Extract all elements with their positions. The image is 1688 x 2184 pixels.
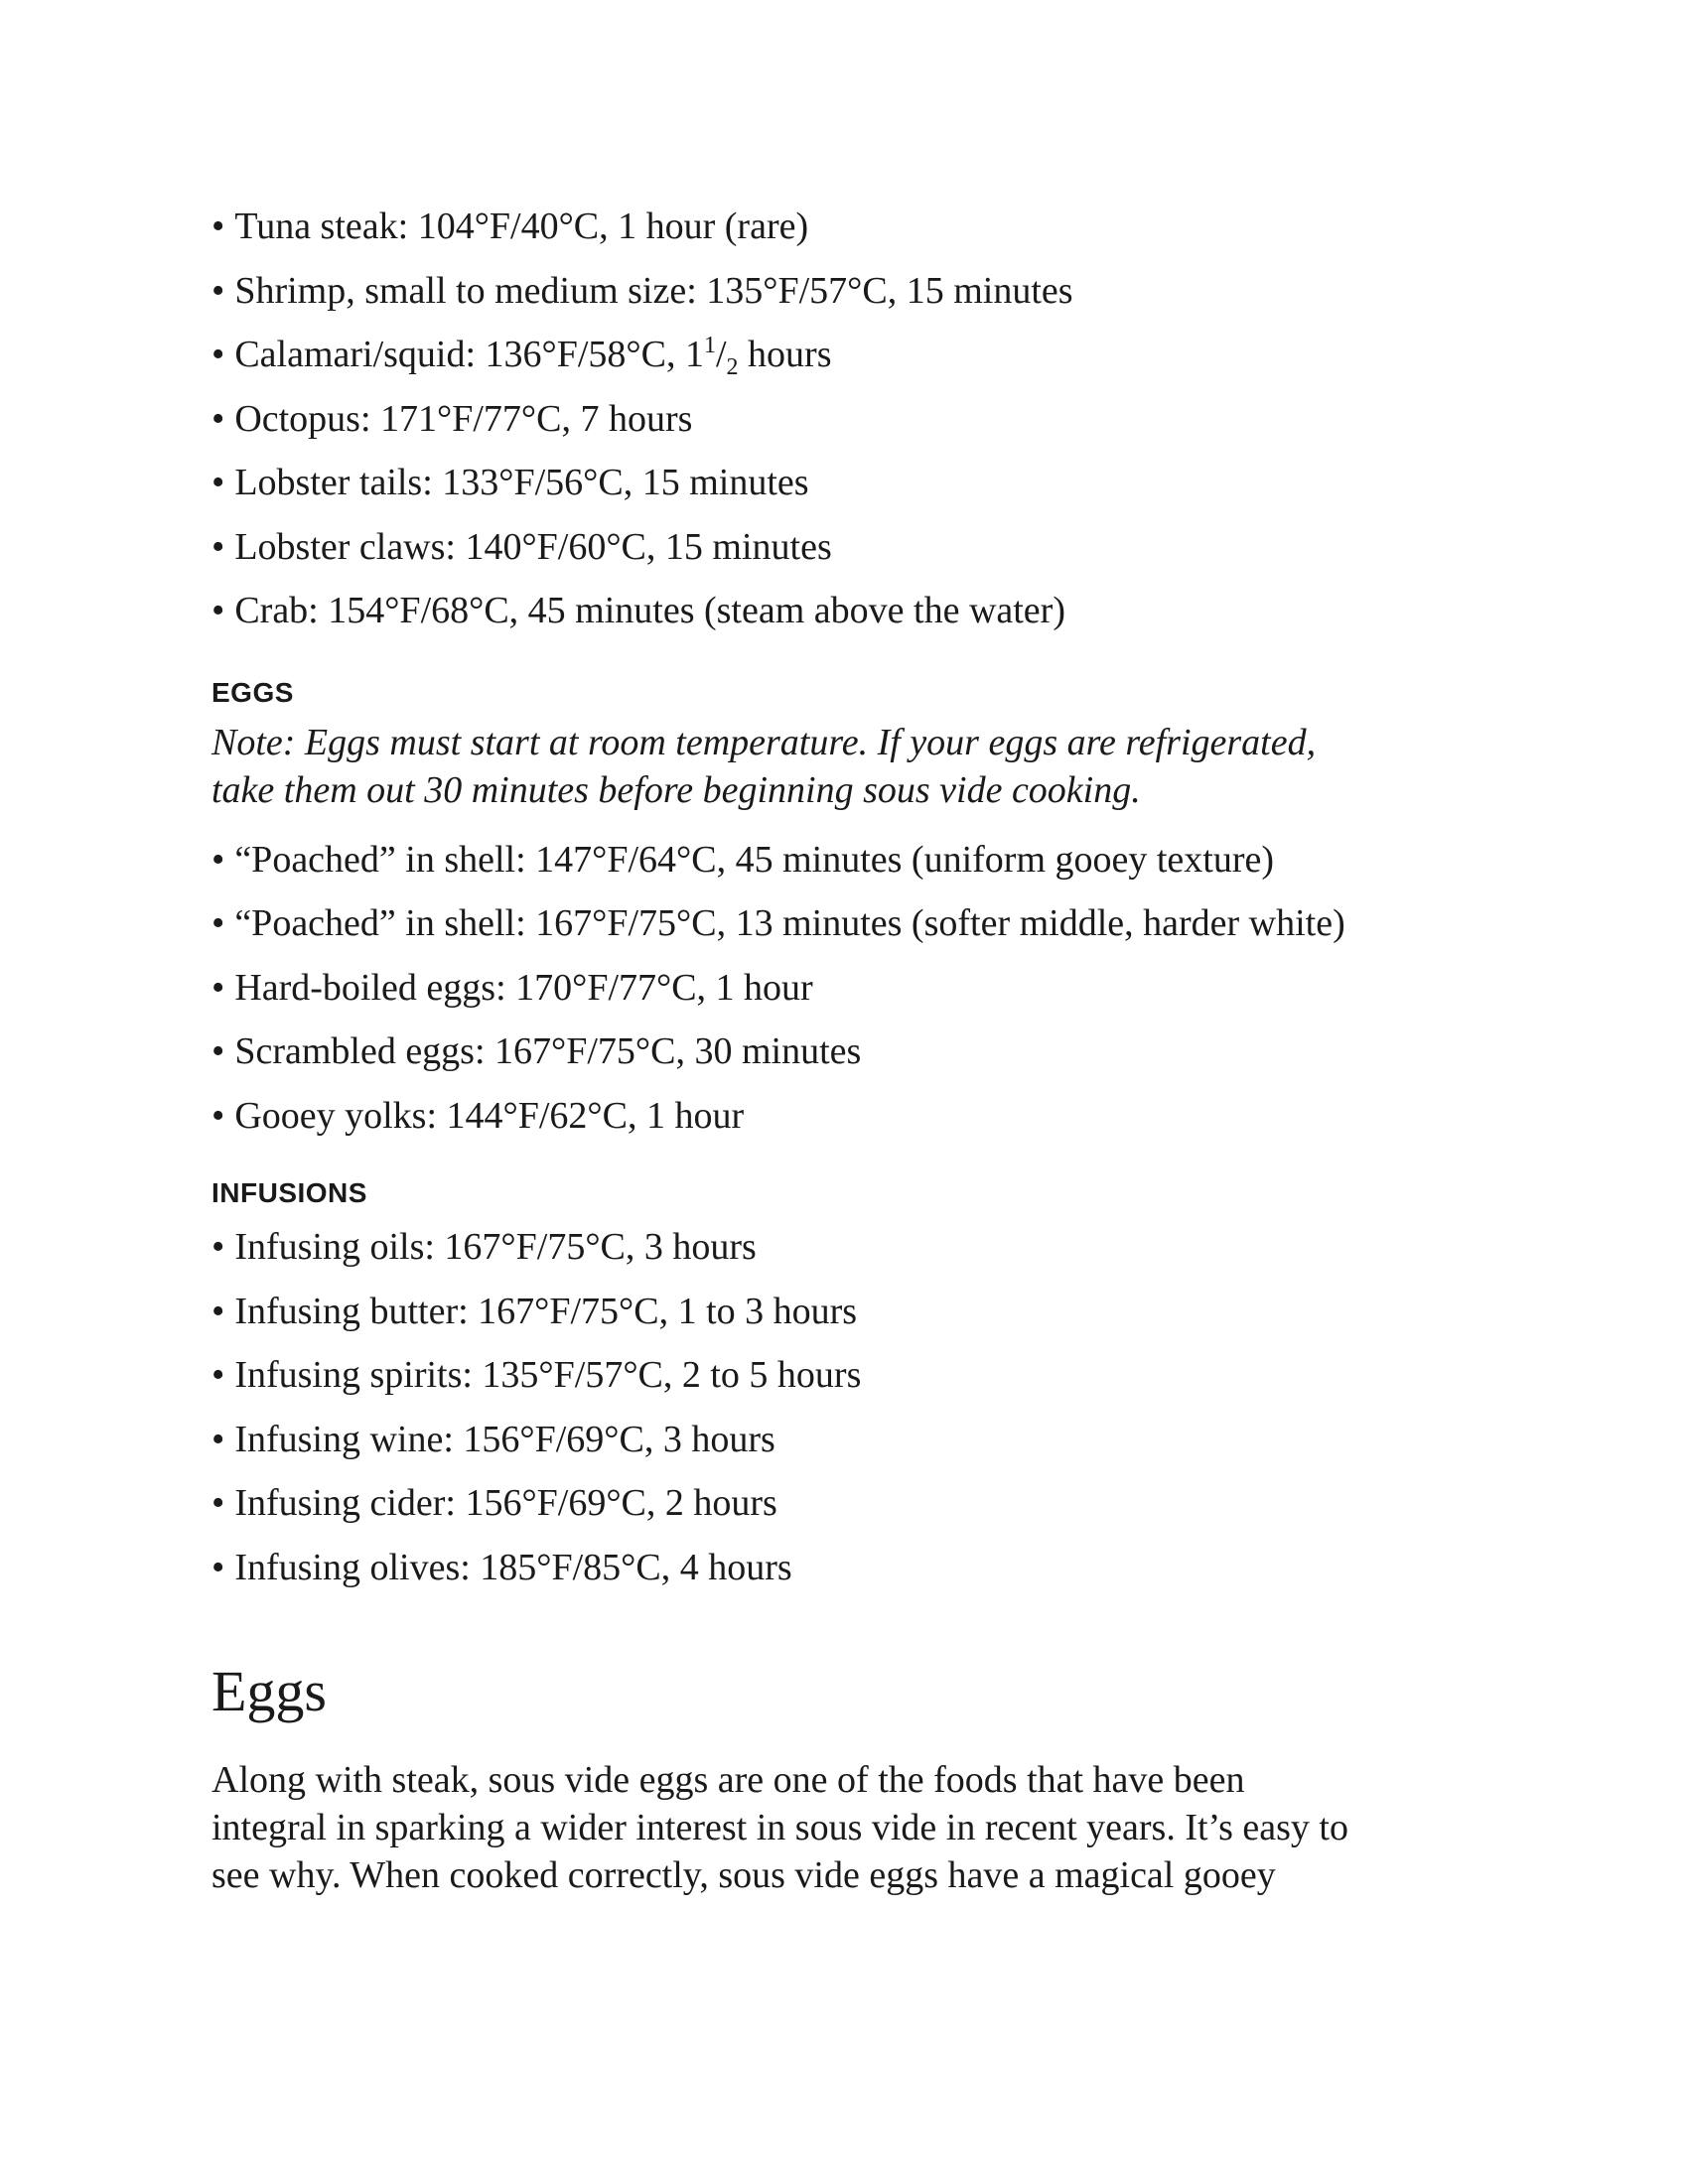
bullet: • [211,525,225,568]
bullet: • [211,1482,225,1524]
paragraph-line: Along with steak, sous vide eggs are one of the foods that have been [211,1759,1245,1801]
bullet: • [211,1290,225,1332]
item-text: Lobster tails: 133°F/56°C, 15 minutes [234,462,809,503]
bullet: • [211,590,225,631]
item-text: Octopus: 171°F/77°C, 7 hours [234,397,693,440]
bullet: • [211,838,225,881]
item-text: Infusing olives: 185°F/85°C, 4 hours [234,1546,792,1588]
bullet: • [211,397,225,440]
eggs-paragraph [211,1756,1502,1899]
list-item [211,1536,1502,1600]
item-text: Infusing spirits: 135°F/57°C, 2 to 5 hours [234,1354,862,1396]
item-text: Infusing cider: 156°F/69°C, 2 hours [234,1482,777,1524]
item-text: Scrambled eggs: 167°F/75°C, 30 minutes [234,1030,862,1072]
list-item [211,956,1502,1021]
item-text: Infusing oils: 167°F/75°C, 3 hours [234,1226,757,1268]
eggs-note [211,719,1502,814]
fraction-numerator: 1 [703,333,716,358]
seafood-list [211,195,1502,643]
item-text: “Poached” in shell: 147°F/64°C, 45 minutes (uniform gooey texture) [234,838,1275,881]
item-text-suffix: hours [738,334,832,375]
eggs-heading: EGGS [211,676,294,708]
bullet: • [211,269,225,312]
fraction: $^1/_2$ [703,333,739,380]
list-item [211,1215,1502,1280]
list-item [211,579,1502,643]
paragraph-line: integral in sparking a wider interest in sous vide in recent years. It’s easy to [211,1807,1348,1848]
item-text: Calamari/squid: 136°F/58°C, 1 [234,334,704,375]
list-item [211,1084,1502,1149]
paragraph-line: see why. When cooked correctly, sous vide eggs have a magical gooey [211,1854,1276,1896]
item-text: Tuna steak: 104°F/40°C, 1 hour (rare) [234,205,809,247]
list-item [211,1020,1502,1084]
infusions-heading: INFUSIONS [211,1177,367,1208]
page-content [211,195,1502,1899]
fraction-denominator: 2 [726,354,739,380]
bullet: • [211,1226,225,1268]
bullet: • [211,334,225,375]
item-text: Infusing wine: 156°F/69°C, 3 hours [234,1418,775,1460]
bullet: • [211,205,225,247]
bullet: • [211,902,225,944]
list-item [211,828,1502,892]
note-line: take them out 30 minutes before beginning sous vide cooking. [211,768,1141,811]
bullet: • [211,1418,225,1460]
list-item [211,891,1502,956]
note-line: Note: Eggs must start at room temperature. If your eggs are refrigerated, [211,721,1317,763]
bullet: • [211,1354,225,1396]
bullet: • [211,462,225,503]
item-text: Hard-boiled eggs: 170°F/77°C, 1 hour [234,966,813,1009]
list-item [211,323,1502,387]
item-text: “Poached” in shell: 167°F/75°C, 13 minutes (softer middle, harder white) [234,902,1345,944]
bullet: • [211,1030,225,1072]
item-text: Crab: 154°F/68°C, 45 minutes (steam above the water) [234,590,1065,631]
list-item [211,259,1502,324]
list-item [211,1280,1502,1344]
bullet: • [211,1546,225,1588]
bullet: • [211,1094,225,1137]
infusions-list [211,1215,1502,1599]
item-text: Infusing butter: 167°F/75°C, 1 to 3 hours [234,1290,858,1332]
list-item [211,451,1502,515]
list-item [211,195,1502,259]
list-item [211,515,1502,580]
eggs-list [211,828,1502,1149]
bullet: • [211,966,225,1009]
item-text: Lobster claws: 140°F/60°C, 15 minutes [234,525,832,568]
item-text: Gooey yolks: 144°F/62°C, 1 hour [234,1094,745,1137]
list-item [211,1471,1502,1536]
eggs-section-title: Eggs [211,1659,327,1723]
list-item [211,1408,1502,1472]
list-item [211,1343,1502,1408]
item-text: Shrimp, small to medium size: 135°F/57°C, 15 minutes [234,269,1073,312]
list-item [211,387,1502,452]
